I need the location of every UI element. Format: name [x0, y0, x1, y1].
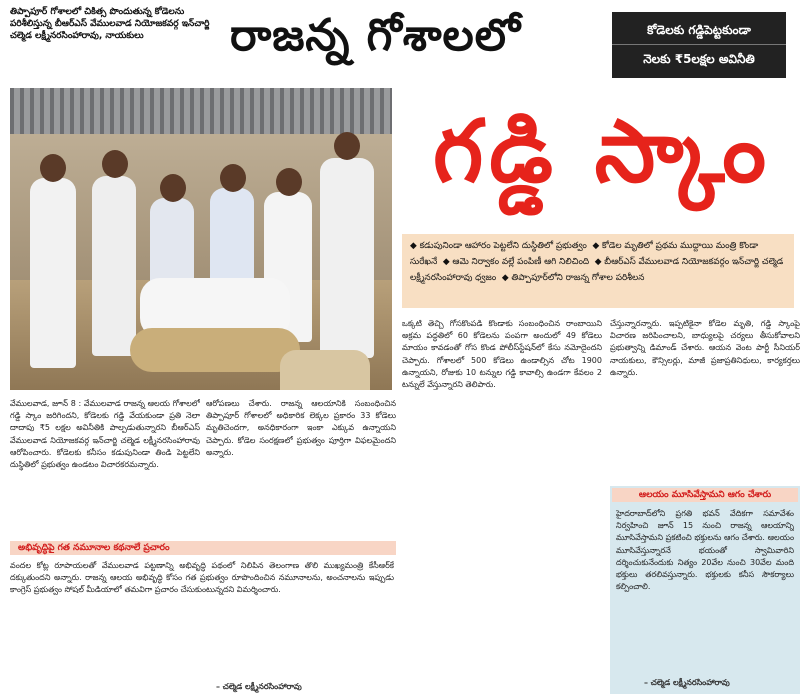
article-column-4: చేస్తున్నారన్నారు. ఇప్పటికైనా కోడెల మృతి, గడ్డి స్కాంపై విచారణ జరిపించాలని, బాధ్యులపై చర్యలు తీసుకోవాలని ప్రభుత్వాన్ని డిమాండ్ చేశారు. ఆయన వెంట పార్టీ సీనియర్ నాయకులు, కౌన్సిలర్లు, మాజీ ప్రజాప్రతినిధులు, కార్యకర్తలు ఉన్నారు. [610, 319, 800, 377]
article-column-3: ఒక్కటి తెచ్చి గోసకొంపడి కొండాకు సంబంధించిన రాంబాయిని అక్రమ పద్ధతిలో 60 కోడెలను పంపగా అందులో 49 కోడెలు మాయం కావడంతో గోస కొండ పోలీస్‌స్టేషన్‌లో కేసు నమోదైందని చెప్పారు. గోశాలలో 500 కోడెలు ఉండాల్సిన చోట 1900 ఉన్నాయని, రోజుకు 10 టన్నుల గడ్డి కావాల్సి ఉండగా కేవలం 2 టన్నులే వేస్తున్నారని తెలిపారు. [402, 319, 602, 390]
key-point: ◆ తిప్పాపూర్‌లోని రాజన్న గోశాల పరిశీలన [501, 273, 645, 283]
key-points-box [402, 234, 794, 308]
photo-foreground-person [280, 350, 370, 390]
key-point: ◆ కడుపునిండా ఆహారం పెట్టలేని దుస్థితిలో ప్రభుత్వం [410, 241, 587, 251]
photo-person [30, 178, 76, 368]
photo-roof [10, 88, 392, 134]
key-point: ◆ బీఆర్ఎస్ వేములవాడ నియోజకవర్గం ఇన్‌చార్జి చల్మెడ లక్ష్మీనరసింహారావు ధ్వజం [410, 257, 784, 283]
sidebar-text: హైదరాబాద్‌లోని ప్రగతి భవన్ వేదికగా సమావేశం నిర్వహించి జూన్ 15 నుంచి రాజన్న ఆలయాన్ని మూసివేస్తామని ప్రకటించి భక్తులను ఆగం చేశారు. ఆలయం మూసివేస్తున్నారనే భయంతో స్వామివారిని దర్శించుకునేందుకు నిత్యం 20వేల నుంచి 30వేల మంది భక్తులు తరలివస్తున్నారు. భక్తులకు కనీస సౌకర్యాలు కల్పించాలి. [616, 509, 794, 592]
photo-person-head [220, 164, 246, 192]
news-photo [10, 88, 392, 390]
scam-headline: గడ్డి స్కాం [405, 82, 800, 222]
photo-person-head [40, 154, 66, 182]
photo-person [92, 176, 136, 356]
photo-caption-intro: తిప్పాపూర్ గోశాలలో చికిత్స పొందుతున్న కోడెలను పరిశీలిస్తున్న బీఆర్ఎస్ వేములవాడ నియోజకవర్గ ఇన్‌చార్జి చల్మెడ లక్ష్మీనరసింహారావు, నాయకులు [10, 7, 210, 41]
subheading-temple-closure: ఆలయం మూసివేస్తామని ఆగం చేశారు [612, 488, 798, 502]
key-point: ◆ ఆమె నిర్వాకం వల్లే పంపిణీ ఆగి నిలిచింది [442, 257, 590, 267]
photo-person-head [334, 132, 360, 160]
photo-person-head [160, 174, 186, 202]
subheading-development: అభివృద్ధిపై గత నమూనాల కథనాలే ప్రచారం [10, 541, 396, 555]
headline-badge [612, 12, 786, 78]
badge-line-1: కోడెలకు గడ్డిపెట్టకుండా [612, 16, 786, 45]
photo-calf [130, 328, 300, 372]
article-column-1: వేములవాడ, జూన్ 8 : వేములవాడ రాజన్న ఆలయ గోశాలలో గడ్డి స్కాం జరిగిందని, కోడెలకు గడ్డి వేయకుండా ప్రతి నెలా దాదాపు ₹5 లక్షల అవినీతికి పాల్పడుతున్నారని బీఆర్ఎస్ వేములవాడ నియోజకవర్గ ఇన్‌చార్జి చల్మెడ లక్ష్మీనరసింహారావు ఆరోపించారు. కోడెలకు కనీసం కడుపునిండా తిండి పెట్టలేని దుస్థితిలో ప్రభుత్వం ఉండటం విచారకరమన్నారు. [10, 399, 200, 470]
article-column-2: ఆరోపణలు చేశారు. రాజన్న ఆలయానికి సంబంధించిన తిప్పాపూర్ గోశాలలో అధికారిక లెక్కల ప్రకారం 33 కోడెలు మృతిచెందగా, అనధికారంగా ఇంకా ఎక్కువ ఉన్నాయని చెప్పారు. కోడెల సంరక్షణలో ప్రభుత్వం పూర్తిగా విఫలమైందని అన్నారు. [206, 399, 396, 457]
photo-person-head [276, 168, 302, 196]
photo-person-head [102, 150, 128, 178]
byline-right: – చల్మెడ లక్ష్మీనరసింహారావు [644, 678, 730, 687]
key-point: ◆ కోడెల మృతిలో ప్రథమ ముద్దాయి మంత్రి కొండా సురేఖనే [410, 241, 759, 267]
byline-left: – చల్మెడ లక్ష్మీనరసింహారావు [216, 682, 302, 691]
badge-line-2: నెలకు ₹5లక్షల అవినీతి [643, 52, 755, 66]
photo-person [320, 158, 374, 358]
article-column-bottom-left: వందల కోట్ల రూపాయలతో వేములవాడ పట్టణాన్ని అభివృద్ధి పథంలో నిలిపిన తెలంగాణ తొలి ముఖ్యమంత్రి కేసీఆర్‌కే దక్కుతుందని అన్నారు. రాజన్న ఆలయ అభివృద్ధి కోసం గత ప్రభుత్వం రూపొందించిన నమూనాలను, అంచనాలను ఇప్పుడు కాంగ్రెస్ ప్రభుత్వం సోషల్ మీడియాలో తమవిగా ప్రచారం చేసుకుంటున్నదని విమర్శించారు. [10, 561, 394, 595]
main-headline: రాజన్న గోశాలలో [230, 10, 521, 61]
